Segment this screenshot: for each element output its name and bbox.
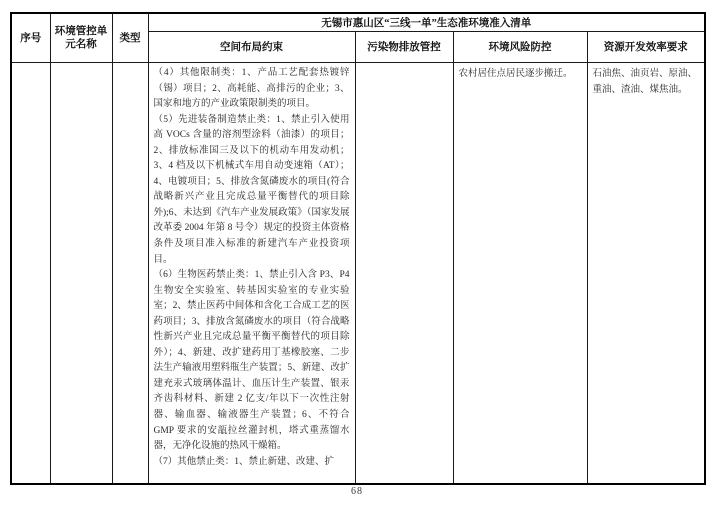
column-header-pollutant-control: 污染物排放管控 xyxy=(355,32,453,63)
spatial-constraint-paragraph: （6）生物医药禁止类：1、禁止引入含 P3、P4 生物安全实验室、转基因实验室的专业实验室；2、禁止医药中间体和含化工合成工艺的医药项目；3、排放含氮磷废水的项目（符合战略性新兴产业且完成总量平衡平衡替代的项目除外）；4、新建、改扩建药用丁基橡胶塞、二步法生产输液用塑料瓶生产装置；5、新建、改扩建充汞式玻璃体温计、血压计生产装置、银汞齐齿科材料、新建 2 亿支/年以下一次性注射器、输血器、输液器生产装置；6、不符合 GMP 要求的安瓿拉丝灌封机，塔式重蒸馏水器，无净化设施的热风干燥箱。 xyxy=(153,270,350,452)
cell-spatial-constraints xyxy=(148,63,355,485)
environment-access-table xyxy=(10,12,706,485)
column-header-spatial-constraints: 空间布局约束 xyxy=(148,32,355,63)
table-title: 无锡市惠山区“三线一单”生态准环境准入清单 xyxy=(148,13,705,32)
column-header-risk-prevention: 环境风险防控 xyxy=(453,32,587,63)
cell-type xyxy=(112,63,148,485)
cell-resource-efficiency: 石油焦、油页岩、原油、重油、渣油、煤焦油。 xyxy=(587,63,705,485)
column-header-type: 类型 xyxy=(112,13,148,63)
page-number: 68 xyxy=(351,486,363,497)
spatial-constraint-paragraph: （4）其他限制类：1、产品工艺配套热镀锌（锡）项目；2、高耗能、高排污的企业；3、国家和地方的产业政策限制类的项目。 xyxy=(153,68,350,110)
cell-seq xyxy=(11,63,50,485)
table-title-row xyxy=(11,13,705,32)
cell-pollutant-control xyxy=(355,63,453,485)
spatial-constraint-paragraph: （7）其他禁止类：1、禁止新建、改建、扩 xyxy=(153,456,335,467)
table-row xyxy=(11,63,705,485)
column-header-resource-efficiency: 资源开发效率要求 xyxy=(587,32,705,63)
cell-unit-name xyxy=(50,63,112,485)
column-header-seq: 序号 xyxy=(11,13,50,63)
column-header-unit-name: 环境管控单元名称 xyxy=(50,13,112,63)
cell-risk-prevention: 农村居住点居民逐步搬迁。 xyxy=(453,63,587,485)
spatial-constraint-paragraph: （5）先进装备制造禁止类：1、禁止引入使用高 VOCs 含量的溶剂型涂料（油漆）的项目；2、排放标准国三及以下的机动车用发动机；3、4 档及以下机械式车用自动变速箱（AT）；4、电镀项目；5、排放含氮磷废水的项目(符合战略新兴产业且完成总量平衡替代的项目除外);6、未达到《汽车产业发展政策》（国家发展改革委 2004 年第 8 号令）规定的投资主体资格条件及项目准入标准的新建汽车产业投资项目。 xyxy=(153,114,350,265)
